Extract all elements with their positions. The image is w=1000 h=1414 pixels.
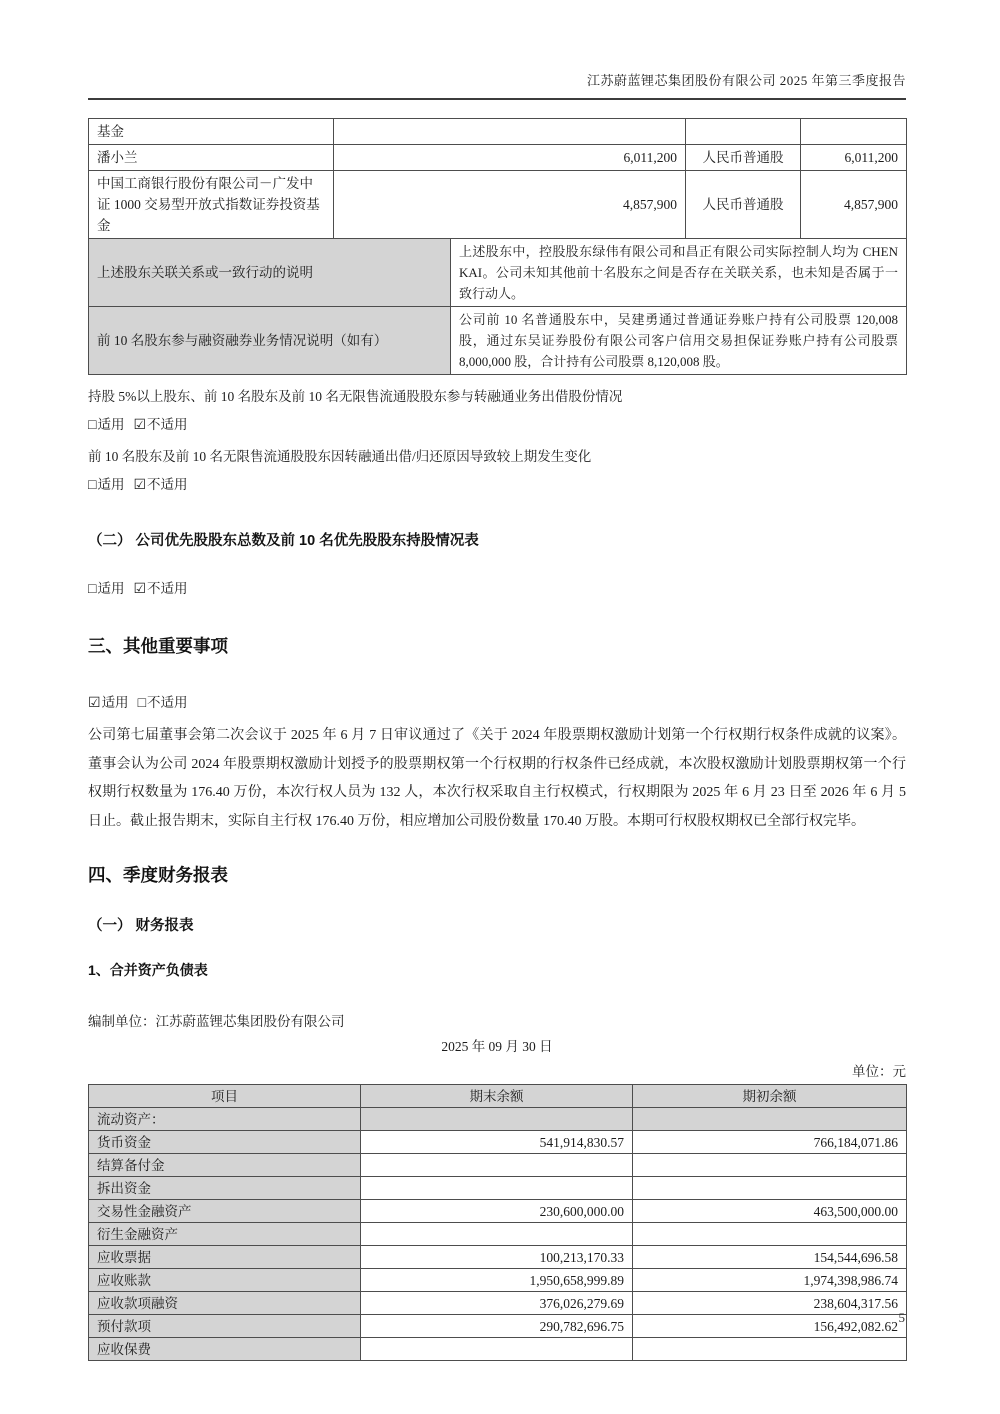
shareholder-name-cell: 中国工商银行股份有限公司－广发中证 1000 交易型开放式指数证券投资基金: [89, 171, 334, 239]
checkbox-unchecked-icon: □: [88, 478, 97, 493]
ending-balance-cell: [361, 1154, 633, 1177]
beginning-balance-cell: 766,184,071.86: [633, 1131, 907, 1154]
ending-balance-cell: 1,950,658,999.89: [361, 1269, 633, 1292]
share-count-cell: [801, 119, 907, 145]
item-cell: 拆出资金: [89, 1177, 361, 1200]
not-applicable-label: 不适用: [147, 695, 188, 710]
checkbox-unchecked-icon: □: [88, 418, 97, 433]
table-row: [89, 1315, 907, 1338]
table-row: [89, 1108, 907, 1131]
lending-statement-1: 持股 5%以上股东、前 10 名股东及前 10 名无限售流通股股东参与转融通业务出借股份情况: [88, 389, 623, 404]
ending-balance-cell: [361, 1223, 633, 1246]
applicability-line: [88, 416, 906, 435]
section-title-other-matters: 三、其他重要事项: [88, 636, 228, 656]
column-header-beginning-balance: 期初余额: [633, 1085, 907, 1108]
item-cell: 应收保费: [89, 1338, 361, 1361]
item-cell: 货币资金: [89, 1131, 361, 1154]
margin-note-content: 公司前 10 名普通股东中，吴建勇通过普通证券账户持有公司股票 120,008 股，通过东吴证券股份有限公司客户信用交易担保证券账户持有公司股票 8,000,000 股，合计持有公司股票 8,120,008 股。: [451, 307, 907, 375]
table-row: [89, 1269, 907, 1292]
page-number: 5: [898, 1310, 905, 1325]
beginning-balance-cell: [633, 1108, 907, 1131]
table-header-row: [89, 1085, 907, 1108]
balance-sheet-table: [88, 1084, 907, 1361]
beginning-balance-cell: 154,544,696.58: [633, 1246, 907, 1269]
share-type-cell: 人民币普通股: [686, 145, 801, 171]
shares-held-cell: 4,857,900: [334, 171, 686, 239]
share-count-cell: 6,011,200: [801, 145, 907, 171]
beginning-balance-cell: [633, 1154, 907, 1177]
checkbox-checked-icon: ☑: [133, 478, 147, 493]
section-title-quarterly-statements: 四、季度财务报表: [88, 865, 228, 885]
beginning-balance-cell: 463,500,000.00: [633, 1200, 907, 1223]
shares-held-cell: 6,011,200: [334, 145, 686, 171]
beginning-balance-cell: 156,492,082.62: [633, 1315, 907, 1338]
ending-balance-cell: 376,026,279.69: [361, 1292, 633, 1315]
not-applicable-label: 不适用: [147, 581, 188, 596]
lending-statement-2: 前 10 名股东及前 10 名无限售流通股股东因转融通出借/归还原因导致较上期发生变化: [88, 449, 592, 464]
beginning-balance-cell: 238,604,317.56: [633, 1292, 907, 1315]
table-row: [89, 1246, 907, 1269]
applicable-label: 适用: [97, 477, 125, 492]
section-title-preferred-shareholders: （二） 公司优先股股东总数及前 10 名优先股股东持股情况表: [88, 533, 479, 549]
table-row: [89, 119, 907, 145]
table-row: [89, 239, 907, 307]
not-applicable-label: 不适用: [147, 477, 188, 492]
beginning-balance-cell: [633, 1223, 907, 1246]
other-matters-paragraph: 公司第七届董事会第二次会议于 2025 年 6 月 7 日审议通过了《关于 2024 年股票期权激励计划第一个行权期行权条件成就的议案》。董事会认为公司 2024 年股票期权激励计划授予的股票期权第一个行权期的行权条件已经成就，本次股权激励计划股票期权第一个行权期行权数量为 176.40 万份，本次行权人员为 132 人，本次行权采取自主行权模式，行权期限为 2025 年 6 月 23 日至 2026 年 6 月 5 日止。截止报告期末，实际自主行权 176.40 万份，相应增加公司股份数量 170.40 万股。本期可行权股权期权已全部行权完毕。: [88, 728, 906, 829]
item-cell: 流动资产：: [89, 1108, 361, 1131]
checkbox-unchecked-icon: □: [137, 696, 147, 711]
ending-balance-cell: 541,914,830.57: [361, 1131, 633, 1154]
item-cell: 预付款项: [89, 1315, 361, 1338]
ending-balance-cell: [361, 1108, 633, 1131]
subsection-title-financial-statements: （一） 财务报表: [88, 918, 194, 934]
item-cell: 应收票据: [89, 1246, 361, 1269]
table-row: [89, 1292, 907, 1315]
checkbox-checked-icon: ☑: [133, 418, 147, 433]
relation-note-label: 上述股东关联关系或一致行动的说明: [89, 239, 451, 307]
ending-balance-cell: 290,782,696.75: [361, 1315, 633, 1338]
applicable-label: 适用: [101, 695, 129, 710]
ending-balance-cell: 100,213,170.33: [361, 1246, 633, 1269]
item-cell: 交易性金融资产: [89, 1200, 361, 1223]
table-row: [89, 1131, 907, 1154]
shareholder-table: [88, 118, 907, 375]
statement-date: 2025 年 09 月 30 日: [441, 1039, 553, 1054]
applicability-line: [88, 580, 906, 599]
table-row: [89, 307, 907, 375]
report-title: 江苏蔚蓝锂芯集团股份有限公司 2025 年第三季度报告: [586, 73, 906, 88]
column-header-ending-balance: 期末余额: [361, 1085, 633, 1108]
applicable-label: 适用: [97, 581, 125, 596]
beginning-balance-cell: 1,974,398,986.74: [633, 1269, 907, 1292]
shareholder-name-cell: 基金: [89, 119, 334, 145]
checkbox-checked-icon: ☑: [88, 696, 101, 711]
page-header: [88, 0, 906, 100]
shares-held-cell: [334, 119, 686, 145]
table-title-consolidated-balance-sheet: 1、合并资产负债表: [88, 962, 208, 978]
ending-balance-cell: [361, 1177, 633, 1200]
table-row: [89, 1200, 907, 1223]
checkbox-unchecked-icon: □: [88, 582, 97, 597]
applicability-line: [88, 476, 906, 495]
column-header-item: 项目: [89, 1085, 361, 1108]
table-row: [89, 1338, 907, 1361]
item-cell: 结算备付金: [89, 1154, 361, 1177]
checkbox-checked-icon: ☑: [133, 582, 147, 597]
not-applicable-label: 不适用: [147, 417, 188, 432]
item-cell: 应收款项融资: [89, 1292, 361, 1315]
applicability-line: [88, 694, 906, 713]
table-row: [89, 1154, 907, 1177]
unit-label: 单位：元: [852, 1064, 906, 1079]
margin-note-label: 前 10 名股东参与融资融券业务情况说明（如有）: [89, 307, 451, 375]
ending-balance-cell: 230,600,000.00: [361, 1200, 633, 1223]
prepared-by-line: 编制单位：江苏蔚蓝锂芯集团股份有限公司: [88, 1014, 345, 1029]
item-cell: 应收账款: [89, 1269, 361, 1292]
table-row: [89, 145, 907, 171]
applicable-label: 适用: [97, 417, 125, 432]
share-type-cell: [686, 119, 801, 145]
table-row: [89, 1223, 907, 1246]
relation-note-content: 上述股东中，控股股东绿伟有限公司和昌正有限公司实际控制人均为 CHEN KAI。公司未知其他前十名股东之间是否存在关联关系，也未知是否属于一致行动人。: [451, 239, 907, 307]
share-count-cell: 4,857,900: [801, 171, 907, 239]
ending-balance-cell: [361, 1338, 633, 1361]
share-type-cell: 人民币普通股: [686, 171, 801, 239]
beginning-balance-cell: [633, 1177, 907, 1200]
item-cell: 衍生金融资产: [89, 1223, 361, 1246]
table-row: [89, 171, 907, 239]
shareholder-name-cell: 潘小兰: [89, 145, 334, 171]
beginning-balance-cell: [633, 1338, 907, 1361]
table-row: [89, 1177, 907, 1200]
